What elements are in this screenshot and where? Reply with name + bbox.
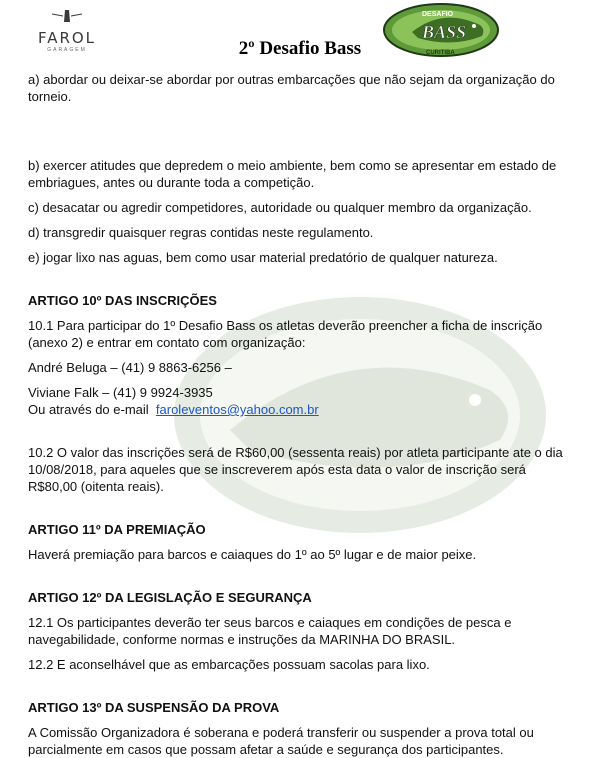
lighthouse-icon xyxy=(32,10,102,24)
rule-item-d: d) transgredir quaisquer regras contidas neste regulamento. xyxy=(28,225,374,240)
article-13-heading: ARTIGO 13º DA SUSPENSÃO DA PROVA xyxy=(28,700,280,715)
farol-logo-subtext: GARAGEM xyxy=(47,47,87,53)
rule-item-c: c) desacatar ou agredir competidores, autoridade ou qualquer membro da organização. xyxy=(28,200,532,215)
page-header xyxy=(0,0,600,70)
document-title: 2º Desafio Bass xyxy=(238,38,362,59)
email-link[interactable]: faroleventos@yahoo.com.br xyxy=(155,402,319,417)
svg-text:DESAFIO: DESAFIO xyxy=(422,11,454,18)
rule-item-e: e) jogar lixo nas aguas, bem como usar material predatório de qualquer natureza. xyxy=(28,250,498,265)
article-10-1-text: 10.1 Para participar do 1º Desafio Bass os atletas deverão preencher a ficha de inscrição (anexo 2) e entrar em contato com organização: xyxy=(28,318,543,350)
rule-item-b: b) exercer atitudes que depredem o meio ambiente, bem como se apresentar em estado de embriagues, antes ou durante toda a competição. xyxy=(28,158,557,190)
article-12-2-text: 12.2 E aconselhável que as embarcações possuam sacolas para lixo. xyxy=(28,657,430,672)
contact-viviane: Viviane Falk – (41) 9 9924-3935 xyxy=(28,385,213,400)
svg-text:CURITIBA: CURITIBA xyxy=(426,50,455,56)
article-10-2-text: 10.2 O valor das inscrições será de R$60,00 (sessenta reais) por atleta participante ate o dia 10/08/2018, para aqueles que se inscreverem após esta data o valor de inscrição será R$80,00 (oitenta reais). xyxy=(28,445,563,494)
article-12-heading: ARTIGO 12º DA LEGISLAÇÃO E SEGURANÇA xyxy=(28,590,312,605)
contact-andre: André Beluga – (41) 9 8863-6256 – xyxy=(28,360,232,375)
email-prefix: Ou através do e-mail xyxy=(28,402,149,417)
regulation-content xyxy=(28,70,576,758)
rule-item-a: a) abordar ou deixar-se abordar por outras embarcações que não sejam da organização do torneio. xyxy=(28,72,555,104)
article-11-text: Haverá premiação para barcos e caiaques do 1º ao 5º lugar e de maior peixe. xyxy=(28,547,477,562)
article-12-1-text: 12.1 Os participantes deverão ter seus barcos e caiaques em condições de pesca e navegabilidade, conforme normas e instruções da MARINHA DO BRASIL. xyxy=(28,615,512,647)
article-13-text: A Comissão Organizadora é soberana e poderá transferir ou suspender a prova total ou parcialmente em casos que possam afetar a saúde e segurança dos participantes. xyxy=(28,725,534,757)
svg-text:BASS: BASS xyxy=(422,22,467,42)
article-11-heading: ARTIGO 11º DA PREMIAÇÃO xyxy=(28,522,206,537)
email-line xyxy=(28,401,576,418)
desafio-bass-logo xyxy=(382,2,500,60)
farol-logo-text: FAROL xyxy=(37,29,97,47)
article-10-heading: ARTIGO 10º DAS INSCRIÇÕES xyxy=(28,293,217,308)
